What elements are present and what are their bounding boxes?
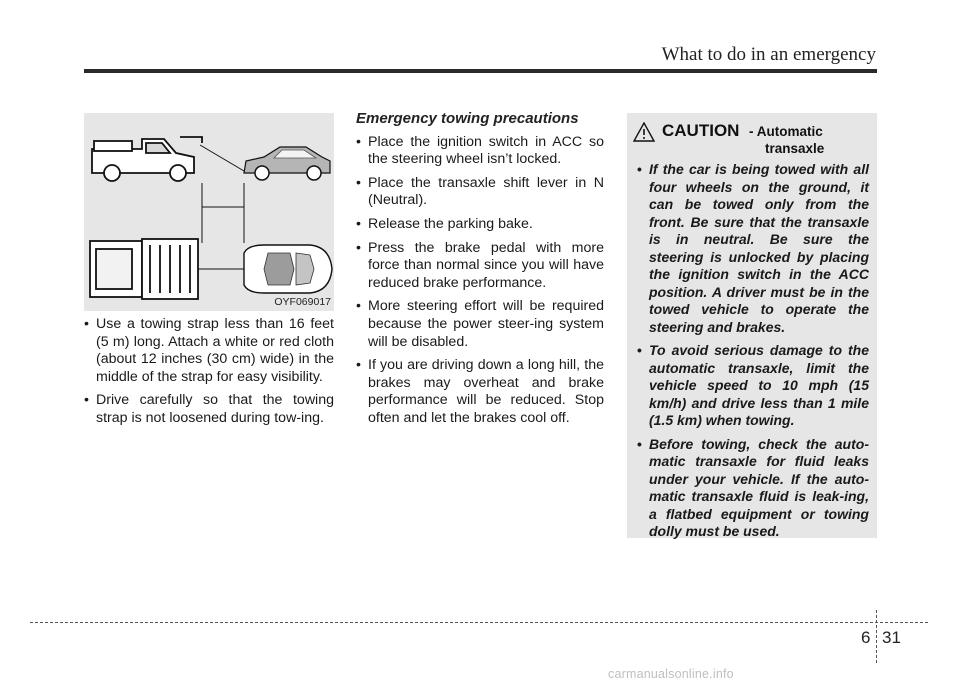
list-item: • Before towing, check the auto-matic transaxle for fluid leaks under your vehicle. If the auto-matic transaxle fluid is leak-ing, a flatbed equipment or towing dolly must be used. — [637, 436, 869, 541]
list-item: • If the car is being towed with all four wheels on the ground, it can be towed only from the front. Be sure that the transaxle is in neutral. Be sure the steering is unlocked by placing the ignition switch in the ACC position. A driver must be in the towed vehicle to operate the steering and brakes. — [637, 161, 869, 336]
caution-list — [627, 161, 877, 541]
page-number-divider — [876, 610, 877, 663]
list-item: • If you are driving down a long hill, the brakes may overheat and brake performance will be reduced. Stop often and let the brakes cool off. — [356, 357, 604, 427]
list-item: • More steering effort will be required because the power steer-ing system will be disabled. — [356, 298, 604, 351]
page-number: 31 — [882, 628, 901, 647]
caution-subtitle: - Automatic — [749, 124, 823, 139]
precautions-heading: Emergency towing precautions — [356, 110, 579, 127]
list-item: • Drive carefully so that the towing strap is not loosened during tow-ing. — [84, 392, 334, 427]
caution-box — [627, 113, 877, 538]
warning-triangle-icon — [633, 122, 655, 142]
list-item: • Press the brake pedal with more force than normal since you will have reduced brake performance. — [356, 240, 604, 293]
towing-diagram — [84, 113, 334, 311]
towed-car-top-icon — [244, 245, 332, 293]
middle-column — [356, 110, 604, 434]
caution-subtitle-continued: transaxle — [765, 141, 825, 156]
caution-title: CAUTION — [662, 121, 740, 140]
towing-illustration — [84, 113, 334, 311]
watermark: carmanualsonline.info — [608, 667, 734, 681]
list-item: • Release the parking bake. — [356, 216, 604, 234]
section-title: What to do in an emergency — [661, 44, 876, 65]
strap-length-marker — [202, 183, 244, 243]
figure-code: OYF069017 — [274, 296, 331, 308]
header-rule — [84, 69, 877, 73]
precautions-list — [356, 134, 604, 428]
towed-car-side-icon — [244, 147, 330, 180]
tow-truck-side-icon — [92, 137, 202, 181]
tow-strap-side — [200, 145, 244, 171]
list-item: • To avoid serious damage to the automatic transaxle, limit the vehicle speed to 10 mph (15 km/h) and drive less than 1 mile (1.5 km) when towing. — [637, 342, 869, 430]
list-item: • Place the ignition switch in ACC so the steering wheel isn’t locked. — [356, 134, 604, 169]
chapter-number: 6 — [861, 628, 871, 647]
list-item: • Place the transaxle shift lever in N (Neutral). — [356, 175, 604, 210]
left-column — [84, 316, 334, 434]
footer-rule — [30, 622, 928, 623]
towing-strap-list — [84, 316, 334, 428]
tow-truck-top-icon — [90, 239, 198, 299]
list-item: • Use a towing strap less than 16 feet (5 m) long. Attach a white or red cloth (about 12 inches (30 cm) wide) in the middle of the strap for easy visibility. — [84, 316, 334, 386]
caution-header — [627, 113, 877, 161]
